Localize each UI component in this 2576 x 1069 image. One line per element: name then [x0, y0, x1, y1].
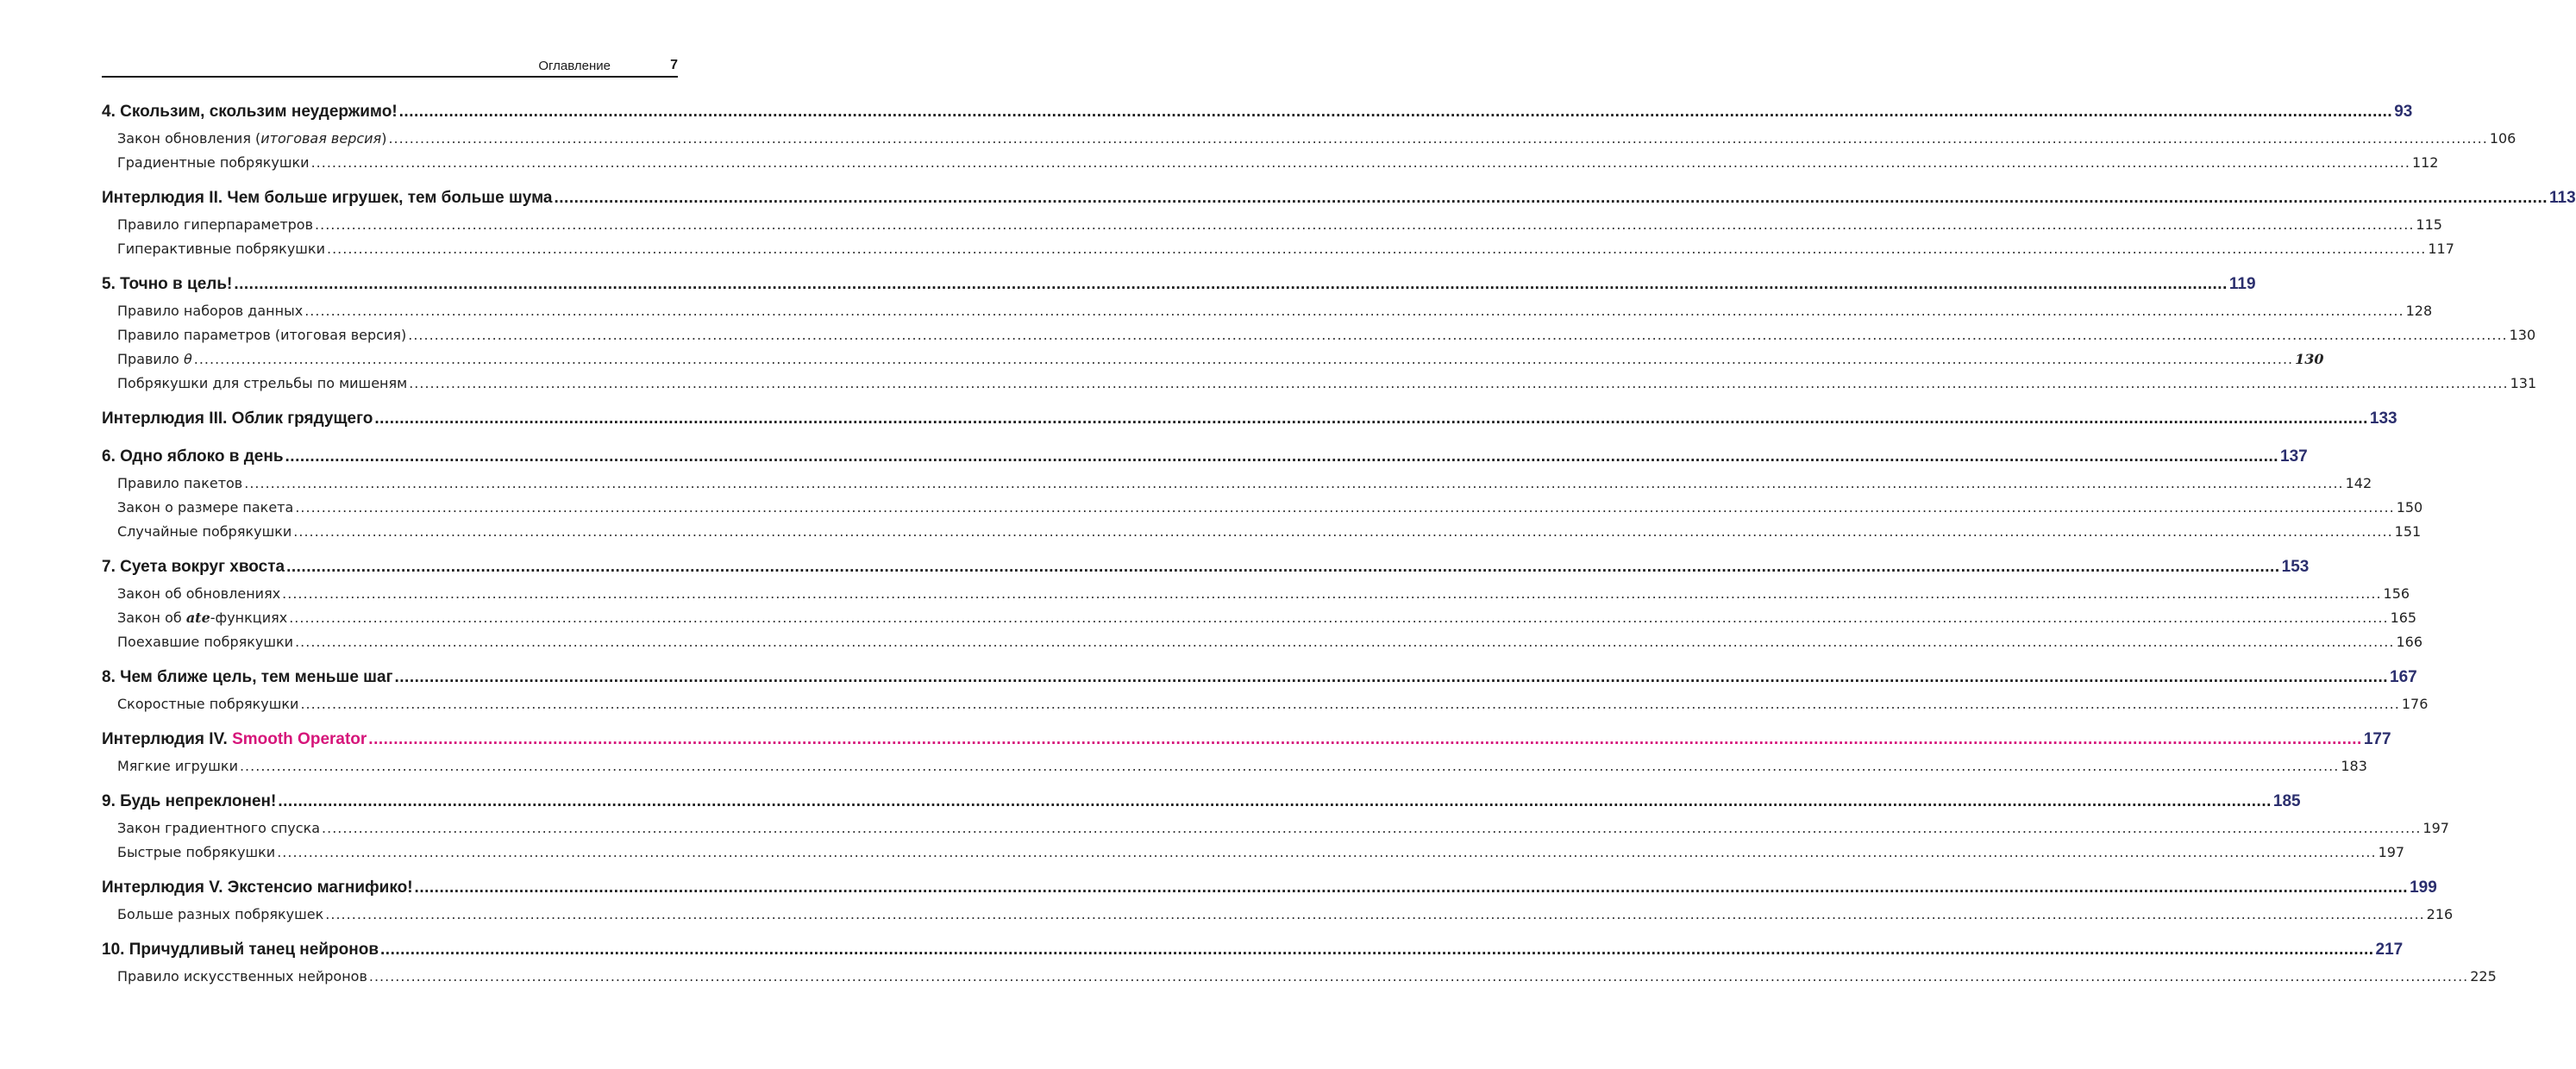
dot-leader: ................................................................................................................................................................................................................................................................................................................................................................................................................	[408, 327, 2508, 343]
dot-leader: ................................................................................................................................................................................................................................................................................................................................................................................................................	[300, 696, 2400, 712]
section-title-text: Побрякушки для стрельбы по мишеням	[117, 375, 408, 391]
chapter-title-text: Интерлюдия II. Чем больше игрушек, тем больше шума	[102, 189, 553, 207]
dot-leader: ................................................................................................................................................................................................................................................................................................................................................................................................................	[409, 375, 2509, 391]
dot-leader: ................................................................................................................................................................................................................................................................................................................................................................................................................	[322, 820, 2422, 836]
dot-leader: ................................................................................................................................................................................................................................................................................................................................................................................................................	[293, 523, 2393, 540]
section-title	[117, 968, 367, 985]
section-page-number: 197	[2422, 820, 2449, 836]
toc-chapter	[102, 792, 2449, 868]
chapter-title-text: 4. Скользим, скользим неудержимо!	[102, 103, 398, 121]
dot-leader: ................................................................................................................................................................................................................................................................................................................................................................................................................	[234, 275, 2228, 293]
toc-section-entry[interactable]	[102, 634, 2422, 658]
header-page-number: 7	[670, 58, 678, 72]
section-page-number: 151	[2394, 523, 2422, 540]
toc-section-entry[interactable]	[102, 351, 2324, 375]
section-title	[117, 820, 320, 836]
section-title-text: Закон градиентного спуска	[117, 820, 321, 836]
section-title-text: Случайные побрякушки	[117, 523, 292, 540]
dot-leader: ................................................................................................................................................................................................................................................................................................................................................................................................................	[398, 103, 2393, 121]
section-page-number: 128	[2405, 303, 2433, 319]
table-of-contents	[102, 103, 2576, 1003]
toc-section-entry[interactable]	[102, 303, 2433, 327]
section-page-number: 183	[2341, 758, 2367, 774]
chapter-title	[102, 447, 284, 466]
section-title	[117, 216, 313, 233]
chapter-title	[102, 409, 373, 428]
toc-section-entry[interactable]	[102, 375, 2537, 399]
toc-chapter	[102, 103, 2516, 178]
section-title	[117, 375, 407, 391]
dot-leader: ................................................................................................................................................................................................................................................................................................................................................................................................................	[244, 475, 2344, 491]
section-title-text: Правило параметров (итоговая версия)	[117, 327, 407, 343]
section-title	[117, 610, 287, 626]
section-title	[117, 130, 386, 147]
chapter-title-text: 5. Точно в цель!	[102, 275, 233, 293]
section-title	[117, 475, 242, 491]
toc-chapter	[102, 730, 2391, 782]
toc-chapter	[102, 275, 2537, 399]
section-title-suffix: )	[381, 130, 387, 147]
chapter-page-number: 93	[2394, 103, 2413, 121]
toc-section-entry[interactable]	[102, 216, 2442, 241]
toc-chapter-entry[interactable]	[102, 275, 2256, 303]
toc-section-entry[interactable]	[102, 585, 2410, 610]
toc-chapter	[102, 668, 2429, 720]
dot-leader: ................................................................................................................................................................................................................................................................................................................................................................................................................	[295, 499, 2395, 516]
toc-chapter	[102, 558, 2422, 658]
chapter-title	[102, 878, 413, 897]
toc-section-entry[interactable]	[102, 844, 2405, 868]
section-title	[117, 499, 293, 516]
section-title-text: Быстрые побрякушки	[117, 844, 276, 860]
toc-chapter	[102, 447, 2423, 547]
section-page-number: 225	[2470, 968, 2497, 985]
toc-chapter-entry[interactable]	[102, 730, 2391, 758]
dot-leader: ................................................................................................................................................................................................................................................................................................................................................................................................................	[239, 758, 2340, 774]
section-title-text: Гиперактивные побрякушки	[117, 241, 325, 257]
dot-leader: ................................................................................................................................................................................................................................................................................................................................................................................................................	[554, 189, 2548, 207]
section-page-number: 142	[2345, 475, 2372, 491]
toc-chapter	[102, 878, 2454, 930]
chapter-title	[102, 668, 393, 687]
chapter-title	[102, 792, 276, 811]
chapter-page-number: 119	[2228, 275, 2256, 293]
dot-leader: ................................................................................................................................................................................................................................................................................................................................................................................................................	[374, 409, 2368, 428]
section-title	[117, 241, 325, 257]
toc-chapter-entry[interactable]	[102, 409, 2397, 437]
toc-section-entry[interactable]	[102, 610, 2417, 634]
toc-section-entry[interactable]	[102, 130, 2516, 154]
section-title-text: Закон обновления (	[117, 130, 261, 147]
chapter-title-text: 10. Причудливый танец нейронов	[102, 941, 379, 959]
section-title	[117, 327, 406, 343]
section-title-text: Больше разных побрякушек	[117, 906, 324, 922]
toc-section-entry[interactable]	[102, 327, 2536, 351]
toc-section-entry[interactable]	[102, 820, 2449, 844]
toc-chapter	[102, 409, 2397, 437]
toc-chapter-entry[interactable]	[102, 103, 2413, 130]
toc-section-entry[interactable]	[102, 241, 2454, 265]
dot-leader: ................................................................................................................................................................................................................................................................................................................................................................................................................	[414, 878, 2409, 897]
section-page-number: 150	[2396, 499, 2423, 516]
toc-section-entry[interactable]	[102, 154, 2439, 178]
toc-chapter-entry[interactable]	[102, 668, 2417, 696]
chapter-title	[102, 558, 285, 577]
dot-leader: ................................................................................................................................................................................................................................................................................................................................................................................................................	[394, 668, 2389, 686]
toc-chapter-entry[interactable]	[102, 447, 2308, 475]
section-title-text: Градиентные побрякушки	[117, 154, 310, 171]
toc-chapter	[102, 189, 2576, 265]
section-title-suffix: -функциях	[210, 610, 288, 626]
chapter-title-text: 6. Одно яблоко в день	[102, 447, 284, 466]
dot-leader: ................................................................................................................................................................................................................................................................................................................................................................................................................	[282, 585, 2382, 602]
section-title	[117, 844, 275, 860]
running-header	[102, 57, 678, 78]
chapter-title-text: 9. Будь непреклонен!	[102, 792, 277, 810]
section-page-number: 112	[2411, 154, 2439, 171]
dot-leader: ................................................................................................................................................................................................................................................................................................................................................................................................................	[327, 241, 2427, 257]
dot-leader: ................................................................................................................................................................................................................................................................................................................................................................................................................	[286, 558, 2280, 576]
chapter-title	[102, 730, 367, 749]
chapter-title-accent: Smooth Operator	[232, 730, 367, 748]
theta-symbol: θ	[183, 351, 192, 367]
chapter-title-text: 7. Суета вокруг хвоста	[102, 558, 285, 576]
chapter-title	[102, 275, 232, 294]
toc-section-entry[interactable]	[102, 968, 2497, 992]
section-title-text: Поехавшие побрякушки	[117, 634, 294, 650]
dot-leader: ................................................................................................................................................................................................................................................................................................................................................................................................................	[289, 610, 2389, 626]
header-section-title: Оглавление	[538, 59, 611, 73]
chapter-page-number: 153	[2281, 558, 2310, 576]
toc-section-entry[interactable]	[102, 696, 2429, 720]
section-title-italic: итоговая версия	[260, 130, 382, 147]
toc-chapter-entry[interactable]	[102, 558, 2310, 585]
section-page-number: 131	[2510, 375, 2537, 391]
section-title-text: Правило наборов данных	[117, 303, 304, 319]
section-title-text: Правило гиперпараметров	[117, 216, 314, 233]
section-title	[117, 523, 291, 540]
toc-section-entry[interactable]	[102, 906, 2454, 930]
section-title	[117, 906, 323, 922]
section-page-number: 176	[2401, 696, 2429, 712]
section-title-text: Правило искусственных нейронов	[117, 968, 367, 985]
section-title	[117, 696, 298, 712]
section-title	[117, 634, 293, 650]
section-page-number: 130	[2295, 351, 2324, 367]
section-page-number: 166	[2396, 634, 2422, 650]
section-title	[117, 758, 238, 774]
chapter-title-text: Интерлюдия IV.	[102, 730, 233, 748]
toc-chapter-entry[interactable]	[102, 941, 2404, 968]
toc-section-entry[interactable]	[102, 499, 2423, 523]
section-title	[117, 154, 310, 171]
chapter-title	[102, 189, 552, 208]
section-page-number: 130	[2509, 327, 2536, 343]
section-title	[117, 585, 280, 602]
chapter-title-text: Интерлюдия V. Экстенсио магнифико!	[102, 878, 413, 897]
dot-leader: ................................................................................................................................................................................................................................................................................................................................................................................................................	[388, 130, 2488, 147]
toc-section-entry[interactable]	[102, 758, 2367, 782]
chapter-page-number: 113	[2549, 189, 2576, 207]
dot-leader: ................................................................................................................................................................................................................................................................................................................................................................................................................	[380, 941, 2374, 959]
dot-leader: ................................................................................................................................................................................................................................................................................................................................................................................................................	[278, 792, 2272, 810]
toc-section-entry[interactable]	[102, 523, 2422, 547]
section-page-number: 156	[2383, 585, 2410, 602]
dot-leader: ................................................................................................................................................................................................................................................................................................................................................................................................................	[193, 351, 2294, 367]
dot-leader: ................................................................................................................................................................................................................................................................................................................................................................................................................	[325, 906, 2425, 922]
section-title-code: ate	[185, 610, 210, 626]
toc-chapter-entry[interactable]	[102, 792, 2301, 820]
section-page-number: 117	[2428, 241, 2454, 257]
dot-leader: ................................................................................................................................................................................................................................................................................................................................................................................................................	[315, 216, 2415, 233]
toc-section-entry[interactable]	[102, 475, 2372, 499]
toc-chapter-entry[interactable]	[102, 189, 2576, 216]
chapter-title	[102, 103, 398, 122]
dot-leader: ................................................................................................................................................................................................................................................................................................................................................................................................................	[368, 968, 2469, 985]
dot-leader: ................................................................................................................................................................................................................................................................................................................................................................................................................	[304, 303, 2404, 319]
section-title-text: Правило	[117, 351, 179, 367]
section-title	[117, 303, 303, 319]
dot-leader: ................................................................................................................................................................................................................................................................................................................................................................................................................	[310, 154, 2410, 171]
toc-chapter	[102, 941, 2497, 992]
chapter-title	[102, 941, 379, 960]
section-title-text: Мягкие игрушки	[117, 758, 238, 774]
section-title-text: Закон об обновлениях	[117, 585, 281, 602]
chapter-title-text: Интерлюдия III. Облик грядущего	[102, 409, 373, 428]
section-title-text: Скоростные побрякушки	[117, 696, 299, 712]
section-page-number: 216	[2426, 906, 2454, 922]
chapter-page-number: 177	[2363, 730, 2391, 748]
chapter-page-number: 199	[2410, 878, 2437, 897]
chapter-page-number: 167	[2390, 668, 2417, 686]
dot-leader: ................................................................................................................................................................................................................................................................................................................................................................................................................	[285, 447, 2279, 466]
dot-leader: ................................................................................................................................................................................................................................................................................................................................................................................................................	[277, 844, 2377, 860]
toc-chapter-entry[interactable]	[102, 878, 2437, 906]
dot-leader: ................................................................................................................................................................................................................................................................................................................................................................................................................	[295, 634, 2395, 650]
section-title	[117, 351, 192, 367]
section-title-text: Закон об	[117, 610, 186, 626]
section-page-number: 115	[2416, 216, 2442, 233]
chapter-page-number: 217	[2375, 941, 2404, 959]
dot-leader: ................................................................................................................................................................................................................................................................................................................................................................................................................	[368, 730, 2362, 748]
chapter-page-number: 137	[2280, 447, 2308, 466]
section-title-text: Правило пакетов	[117, 475, 243, 491]
chapter-title-text: 8. Чем ближе цель, тем меньше шаг	[102, 668, 393, 686]
section-page-number: 106	[2489, 130, 2516, 147]
section-page-number: 197	[2378, 844, 2405, 860]
chapter-page-number: 133	[2369, 409, 2397, 428]
section-title-text: Закон о размере пакета	[117, 499, 294, 516]
chapter-page-number: 185	[2272, 792, 2301, 810]
section-page-number: 165	[2390, 610, 2417, 626]
